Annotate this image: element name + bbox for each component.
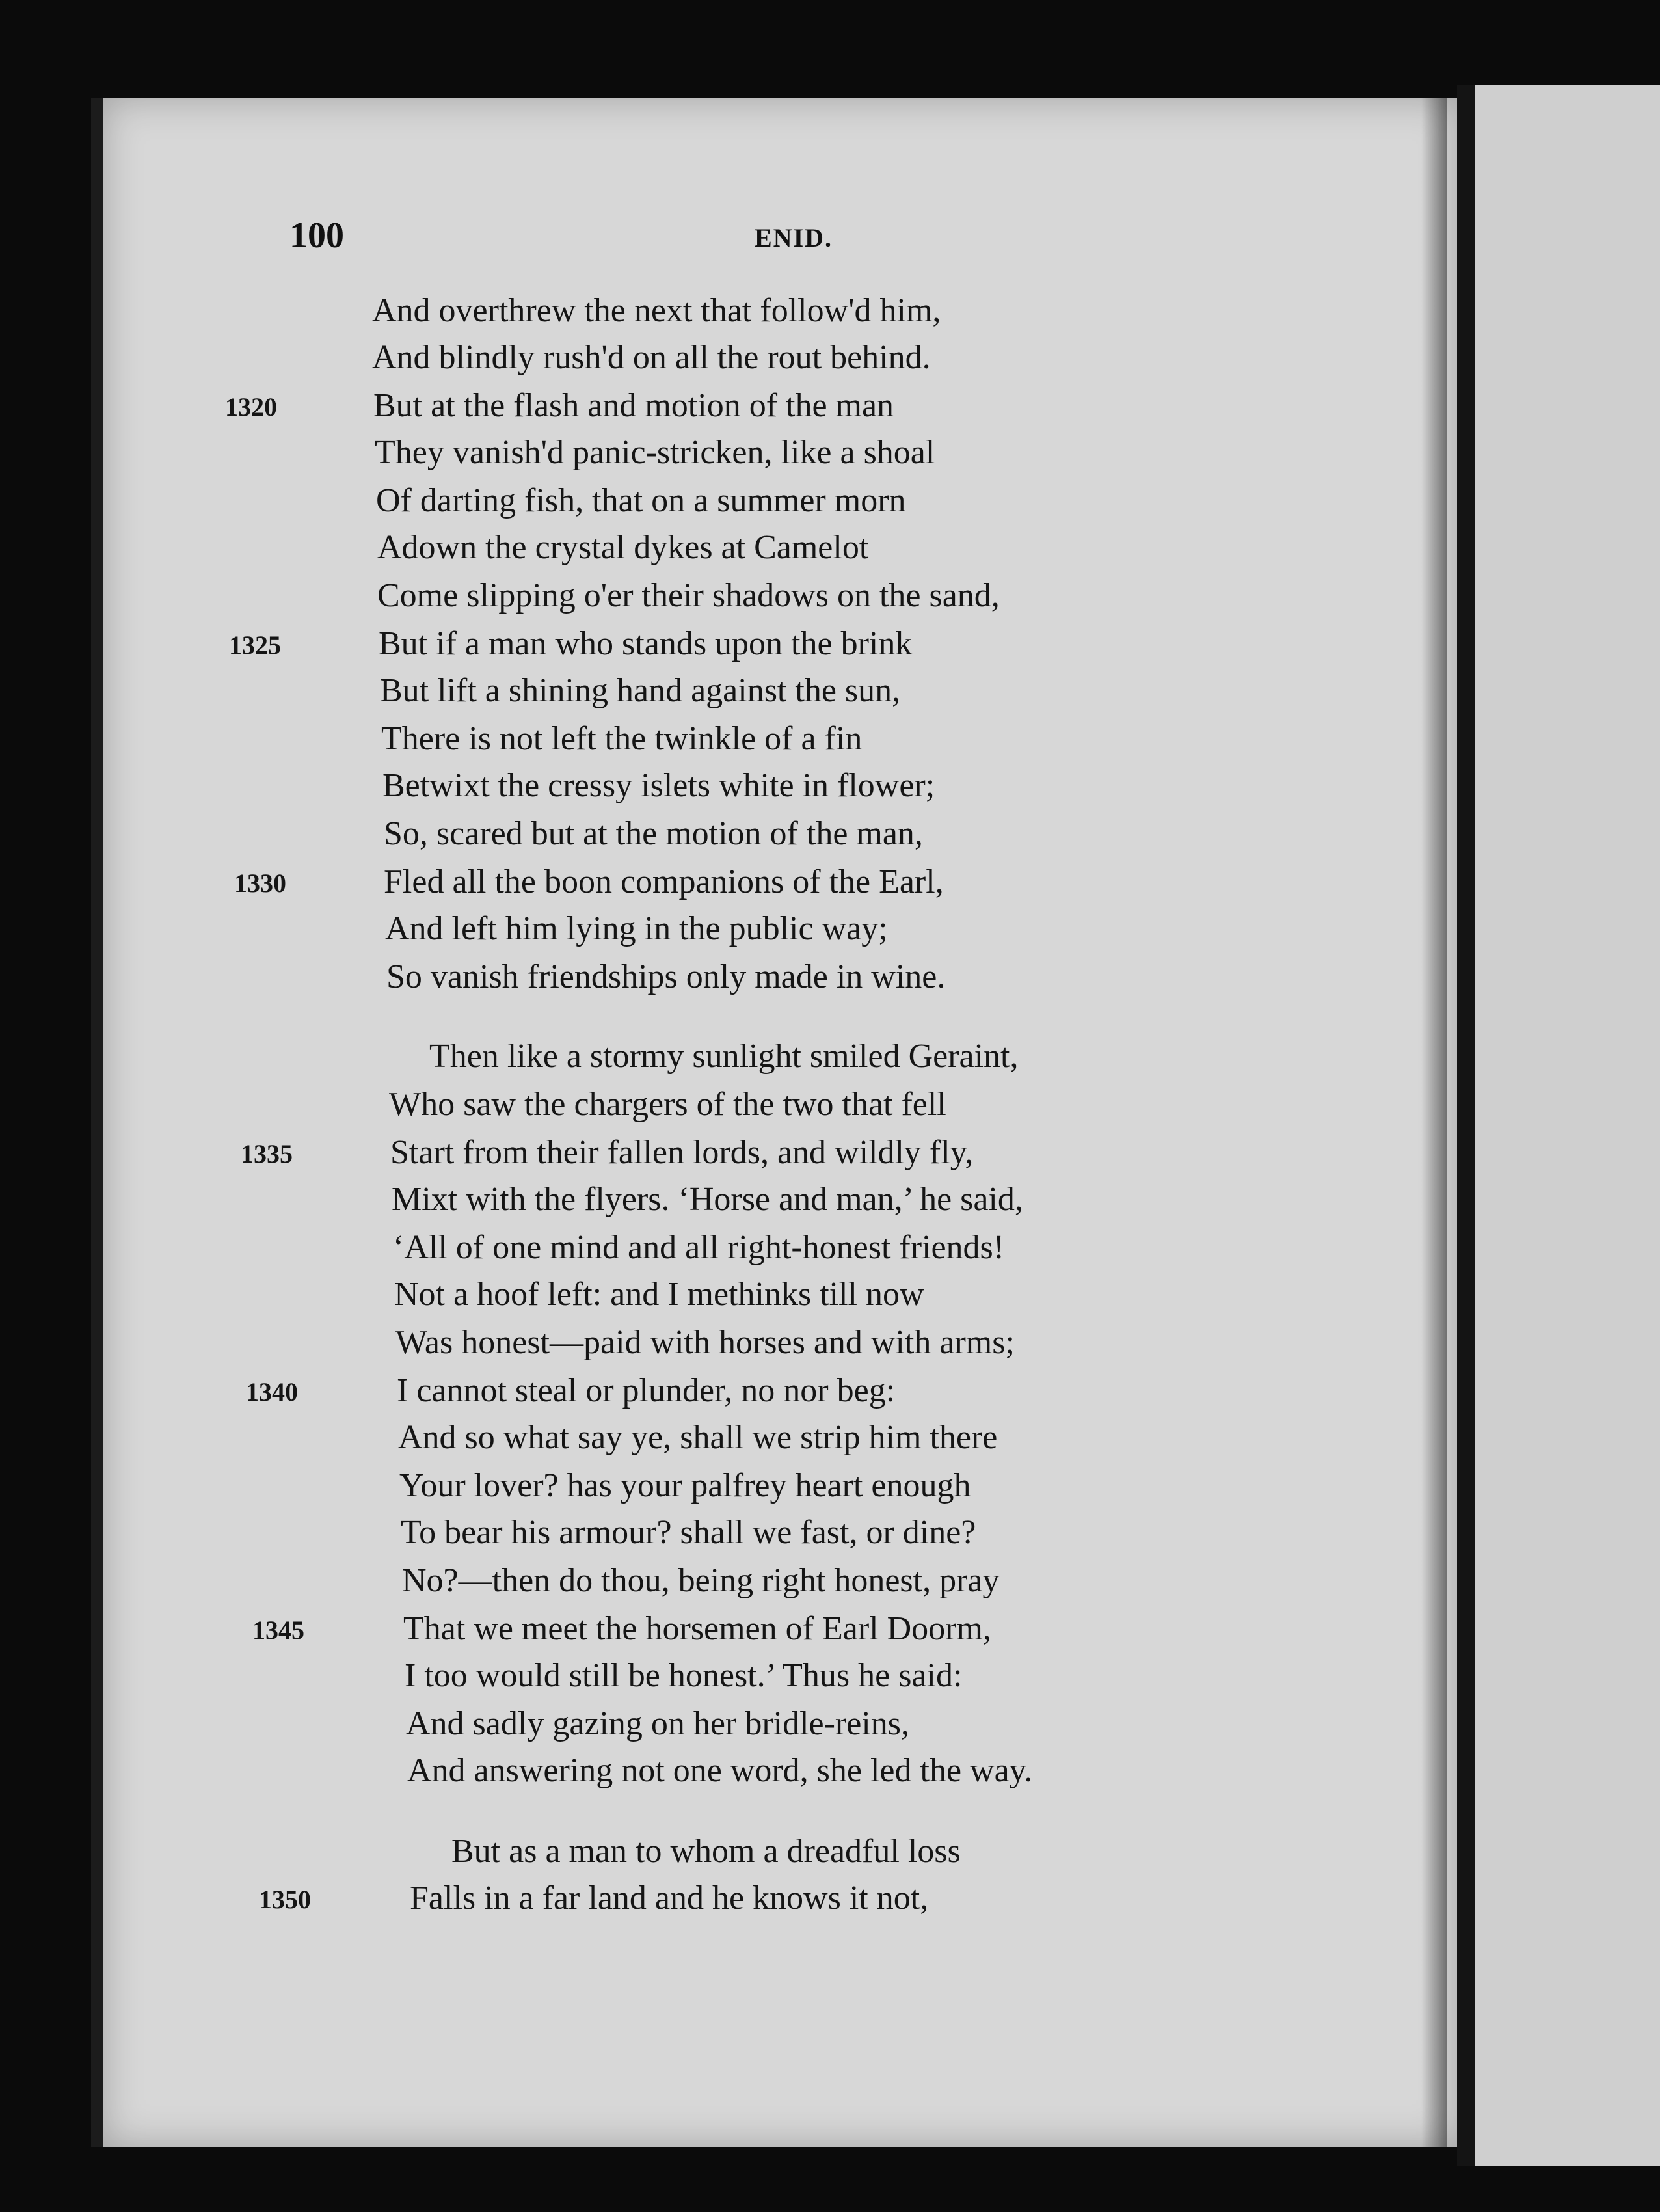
facing-page: [1457, 85, 1660, 2166]
poem-line: Not a hoof left: and I methinks till now: [394, 1276, 924, 1313]
poem-line: Betwixt the cressy islets white in flower;: [382, 767, 935, 804]
poem-line: And sadly gazing on her bridle-reins,: [406, 1705, 910, 1742]
spine-shadow: [1421, 98, 1447, 2147]
poem-line: There is not left the twinkle of a fin: [381, 720, 863, 757]
poem-line: I too would still be honest.’ Thus he said:: [405, 1657, 963, 1694]
poem-line: But lift a shining hand against the sun,: [380, 672, 901, 709]
poem-line: Who saw the chargers of the two that fell: [389, 1086, 946, 1123]
poem-line: And left him lying in the public way;: [385, 910, 888, 947]
poem-line: But as a man to whom a dreadful loss: [451, 1833, 961, 1870]
poem-line: And answering not one word, she led the way.: [407, 1752, 1033, 1789]
poem-line: Of darting fish, that on a summer morn: [376, 482, 906, 519]
poem-line: Adown the crystal dykes at Camelot: [377, 529, 869, 566]
line-number: 1320: [225, 392, 277, 422]
poem-line: So vanish friendships only made in wine.: [386, 958, 946, 995]
poem-line: So, scared but at the motion of the man,: [384, 815, 923, 852]
line-number: 1325: [229, 630, 281, 660]
poem-line: Your lover? has your palfrey heart enough: [399, 1467, 971, 1504]
poem-line: To bear his armour? shall we fast, or dine?: [401, 1514, 976, 1551]
poem-line: But at the flash and motion of the man: [373, 387, 894, 424]
poem-line: Was honest—paid with horses and with arms;: [395, 1324, 1015, 1361]
line-number: 1335: [241, 1139, 293, 1168]
poem-line: Then like a stormy sunlight smiled Geraint,: [429, 1038, 1019, 1075]
poem-line: No?—then do thou, being right honest, pray: [402, 1562, 1000, 1599]
poem-line: Fled all the boon companions of the Earl,: [384, 863, 944, 900]
poem-line: Start from their fallen lords, and wildly fly,: [390, 1134, 974, 1171]
line-number: 1340: [246, 1377, 298, 1407]
line-number: 1330: [234, 869, 286, 898]
poem-line: I cannot steal or plunder, no nor beg:: [397, 1372, 896, 1409]
poem-line: And so what say ye, shall we strip him there: [398, 1419, 998, 1456]
running-title: ENID.: [755, 223, 833, 252]
poem-line: But if a man who stands upon the brink: [379, 625, 913, 662]
poem-line: That we meet the horsemen of Earl Doorm,: [403, 1610, 991, 1647]
poem-line: Come slipping o'er their shadows on the sand,: [377, 577, 1000, 614]
poem-line: They vanish'd panic-stricken, like a shoal: [375, 434, 935, 471]
page-number: 100: [289, 215, 344, 256]
poem-line: And overthrew the next that follow'd him,: [372, 292, 941, 329]
line-number: 1345: [252, 1615, 304, 1645]
poem-line: Mixt with the flyers. ‘Horse and man,’ he said,: [392, 1181, 1023, 1218]
poem-line: ‘All of one mind and all right-honest friends!: [393, 1229, 1005, 1266]
poem-line: Falls in a far land and he knows it not,: [410, 1880, 929, 1917]
line-number: 1350: [259, 1885, 311, 1914]
poem-line: And blindly rush'd on all the rout behind.: [372, 339, 931, 376]
